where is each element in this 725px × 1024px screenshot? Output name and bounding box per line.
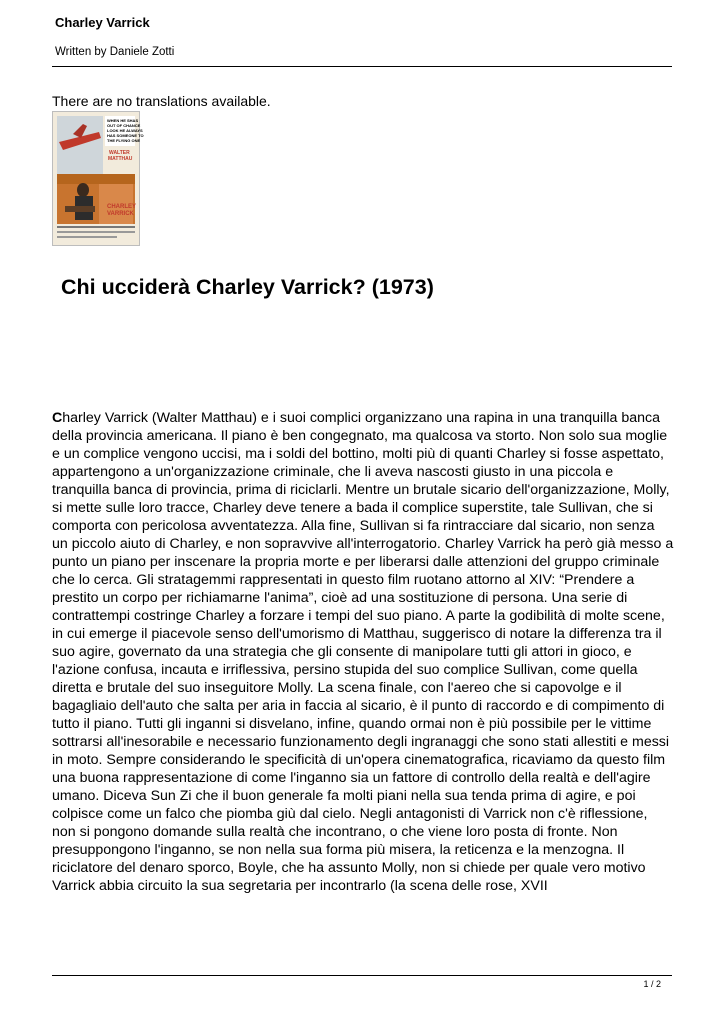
svg-text:LOOK HE ALWAYS: LOOK HE ALWAYS [107,128,143,133]
svg-text:HAS SOMEONE TO: HAS SOMEONE TO [107,133,144,138]
header-divider [52,66,672,67]
poster-tagline [107,118,144,143]
article-title: Chi ucciderà Charley Varrick? (1973) [61,275,434,299]
svg-text:WALTER: WALTER [109,150,130,156]
page-number: 1 / 2 [643,979,661,989]
header-author: Written by Daniele Zotti [55,46,175,58]
poster-title [107,204,136,217]
movie-poster-image [52,111,144,246]
svg-text:OUT OF CHANCE: OUT OF CHANCE [107,123,141,128]
article-body-text: harley Varrick (Walter Matthau) e i suoi complici organizzano una rapina in una tranquilla banca della provincia americana. Il piano è ben congegnato, ma qualcosa va storto. Non solo sua moglie e un complice vengono uccisi, ma i soldi del bottino, molti più di quanti Charley si fosse aspettato, appartengono a un'organizzazione criminale, che li aveva nascosti giusto in una piccola e tranquilla banca di provincia, prima di riciclarli. Mentre un brutale sicario dell'organizzazione, Molly, si mette sulle loro tracce, Charley deve tenere a bada il complice superstite, tale Sullivan, che si comporta con pericolosa avventatezza. Alla fine, Sullivan si fa rintracciare dal sicario, non senza un piccolo aiuto di Charley, e non sopravvive all'interrogatorio. Charley Varrick ha però già messo a punto un piano per inscenare la propria morte e per liberarsi dalle attenzioni del gruppo criminale che lo cerca. Gli stratagemmi rappresentati in questo film ruotano attorno al XIV: “Prendere a prestito un corpo per richiamarne l'anima”, cioè ad una sostituzione di persona. Una serie di contrattempi costringe Charley a forzare i tempi del suo piano. A parte la godibilità di molte scene, in cui emerge il piacevole senso dell'umorismo di Matthau, suggerisco di notare la differenza tra il suo agire, governato da una strategia che gli consente di manipolare tutti gli attori in gioco, e l'azione confusa, incauta e irriflessiva, persino stupida del suo complice Sullivan, come quella diretta e brutale del suo inseguitore Molly. La scena finale, con l'aereo che si capovolge e il bagagliaio dell'auto che salta per aria in faccia al sicario, è il punto di raccordo e di compimento di tutto il piano. Tutti gli inganni si disvelano, infine, quando ormai non è più possibile per le vittime sottrarsi all'inesorabile e necessario funzionamento degli ingranaggi che sono stati allestiti e messi in moto. Sempre considerando le specificità di un'opera cinematografica, ricaviamo da questo film una buona rappresentazione di come l'inganno sia un fattore di controllo della realtà e dell'agire umano. Diceva Sun Zi che il buon generale fa molti piani nella sua tenda prima di agire, e poi colpisce come un falco che piomba giù dal cielo. Negli antagonisti di Varrick non c'è riflessione, non si pongono domande sulla realtà che incontrano, o che viene loro posta di fronte. Non presuppongono l'inganno, se non nella sua forma più misera, la reticenza e la menzogna. Il riciclatore del denaro sporco, Boyle, che ha assunto Molly, non si chiede per quale vero motivo Varrick abbia circuito la sua segretaria per incontrarlo (la scena delle rose, XVII [52,410,674,894]
svg-text:MATTHAU: MATTHAU [108,156,133,162]
translation-notice: There are no translations available. [52,93,271,109]
svg-text:CHARLEY: CHARLEY [107,204,137,210]
svg-text:VARRICK: VARRICK [107,211,134,217]
article-body [52,409,674,895]
poster-actor [108,150,133,162]
drop-cap: C [52,410,63,426]
footer-divider [52,975,672,976]
header-title: Charley Varrick [55,15,150,30]
svg-text:THE FLYING ONE: THE FLYING ONE [107,138,141,143]
svg-text:WHEN HE SHAS: WHEN HE SHAS [107,118,139,123]
